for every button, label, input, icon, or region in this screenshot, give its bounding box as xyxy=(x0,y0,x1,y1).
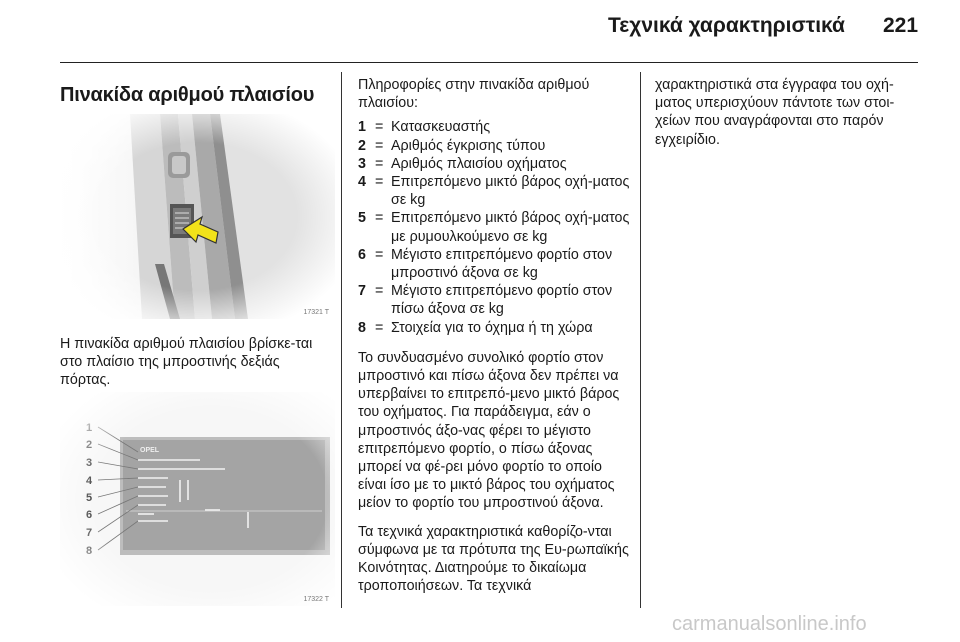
legend-number: 5 xyxy=(358,210,366,227)
legend-equals: = xyxy=(375,137,384,154)
legend-equals: = xyxy=(375,174,384,191)
legend-equals: = xyxy=(375,155,384,172)
photo-code: 17322 T xyxy=(303,596,329,603)
legend-item xyxy=(358,173,630,209)
legend-equals: = xyxy=(375,283,384,300)
legend-text: Αριθμός έγκρισης τύπου xyxy=(391,137,546,154)
legend-text: Μέγιστο επιτρεπόμενο φορτίο στον μπροστινό άξονα σε kg xyxy=(391,246,613,282)
door-frame-illustration xyxy=(60,114,335,319)
legend-intro: Πληροφορίες στην πινακίδα αριθμού πλαισίου: xyxy=(358,77,590,112)
plate-legend xyxy=(358,118,630,336)
legend-item xyxy=(358,246,630,282)
section-title: Πινακίδα αριθμού πλαισίου xyxy=(60,84,315,106)
legend-text: Κατασκευαστής xyxy=(391,119,491,136)
column-divider xyxy=(640,72,641,608)
vin-plate-photo xyxy=(60,392,335,606)
watermark: carmanualsonline.info xyxy=(672,613,867,635)
standards-paragraph: Τα τεχνικά χαρακτηριστικά καθορίζο-νται σύμφωνα με τα πρότυπα της Ευ-ρωπαϊκής Κοινότητας. Διατηρούμε το δικαίωμα τροποποιήσεων. Τα τεχνικά xyxy=(358,523,629,595)
page-number: 221 xyxy=(883,14,919,37)
plate-location-paragraph: Η πινακίδα αριθμού πλαισίου βρίσκε-ται στο πλαίσιο της μπροστινής δεξιάς πόρτας. xyxy=(60,336,313,389)
legend-item xyxy=(358,282,630,318)
legend-equals: = xyxy=(375,319,384,336)
header-title: Τεχνικά χαρακτηριστικά xyxy=(608,14,845,37)
legend-item xyxy=(358,209,630,245)
legend-item xyxy=(358,137,630,155)
legend-number: 6 xyxy=(358,246,366,263)
column-divider xyxy=(341,72,342,608)
photo-code: 17321 T xyxy=(303,309,329,316)
legend-number: 7 xyxy=(358,283,366,300)
legend-number: 1 xyxy=(358,119,366,136)
legend-number: 4 xyxy=(358,174,366,191)
axle-load-paragraph: Το συνδυασμένο συνολικό φορτίο στον μπροστινό και πίσω άξονα δεν πρέπει να υπερβαίνει το επιτρεπό-μενο μικτό βάρος του οχήματος. Για παράδειγμα, εάν ο μπροστινός άξο-νας φέρει το μέγιστο επιτρεπόμενο φορτίο, ο πίσω άξονας μπορεί να φέ-ρει μόνο φορτίο το οποίο είναι ίσο με το μικτό βάρος του οχήματος μείον το φορτίο του μπροστινού άξονα. xyxy=(358,349,620,512)
legend-text: Στοιχεία για το όχημα ή τη χώρα xyxy=(391,319,593,336)
header-divider xyxy=(60,62,918,63)
legend-text: Επιτρεπόμενο μικτό βάρος οχή-ματος με ρυμουλκούμενο σε kg xyxy=(391,210,630,245)
legend-text: Αριθμός πλαισίου οχήματος xyxy=(391,155,567,172)
legend-number: 8 xyxy=(358,319,366,336)
legend-equals: = xyxy=(375,246,384,263)
legend-item xyxy=(358,118,630,136)
vin-plate-illustration xyxy=(60,392,335,606)
door-frame-photo xyxy=(60,114,335,319)
legend-equals: = xyxy=(375,210,384,227)
legend-text: Επιτρεπόμενο μικτό βάρος οχή-ματος σε kg xyxy=(391,174,630,209)
legend-text: Μέγιστο επιτρεπόμενο φορτίο στον πίσω άξονα σε kg xyxy=(391,283,613,318)
legend-item xyxy=(358,155,630,173)
legend-item xyxy=(358,319,630,337)
info-column xyxy=(358,76,630,595)
documents-paragraph: χαρακτηριστικά στα έγγραφα του οχή-ματος υπερισχύουν πάντοτε των στοι-χείων που αναγράφονται στο παρόν εγχειρίδιο. xyxy=(655,77,895,148)
legend-equals: = xyxy=(375,119,384,136)
legend-number: 2 xyxy=(358,137,366,154)
legend-number: 3 xyxy=(358,155,366,172)
